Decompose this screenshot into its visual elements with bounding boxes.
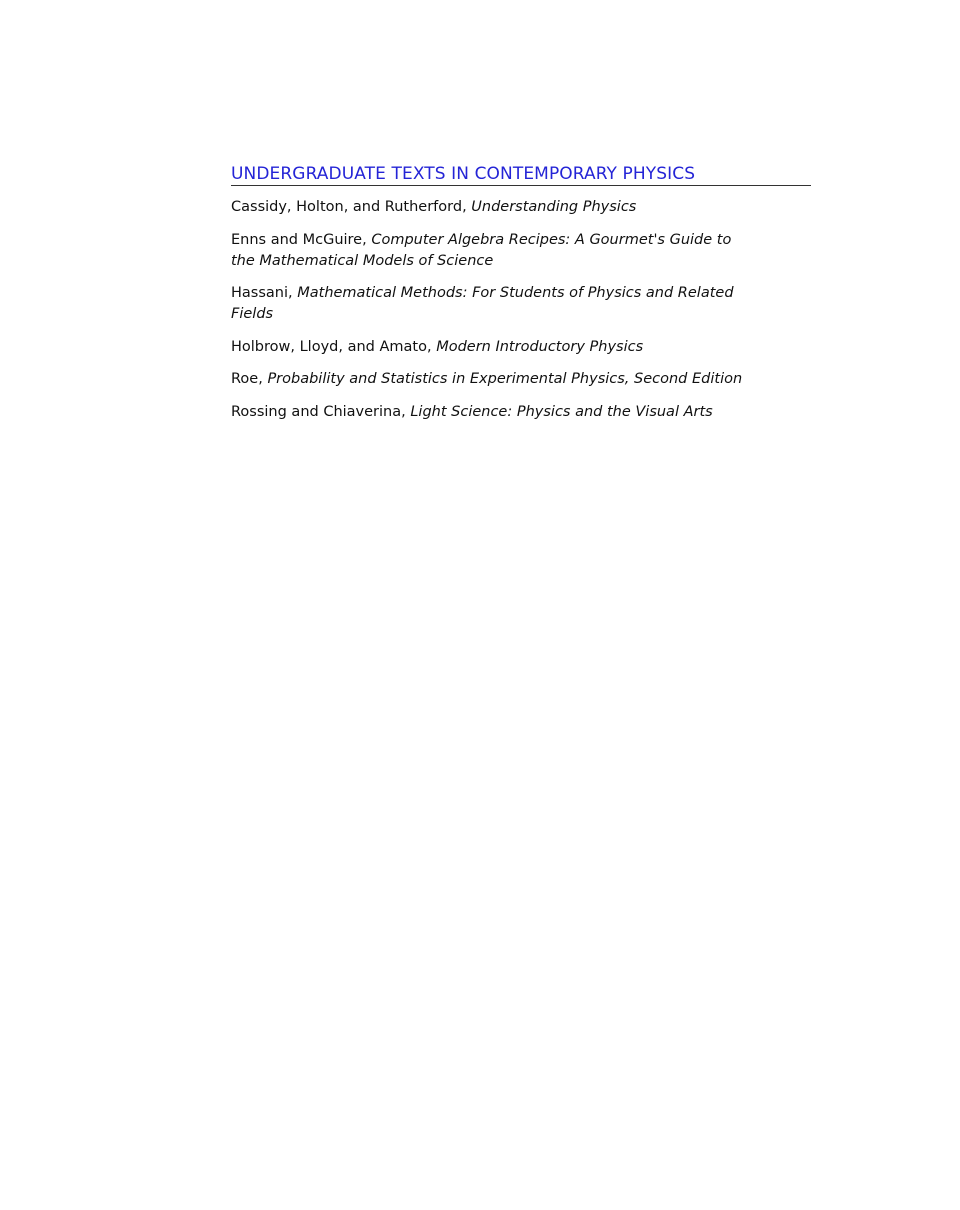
book-entry: [231, 369, 751, 390]
book-entry: [231, 337, 751, 358]
book-title: Mathematical Methods: For Students of Physics and Related Fields: [231, 285, 734, 322]
book-authors: Roe,: [231, 371, 268, 387]
book-title: Probability and Statistics in Experimental Physics, Second Edition: [267, 371, 743, 387]
book-title: Understanding Physics: [471, 199, 637, 215]
book-authors: Cassidy, Holton, and Rutherford,: [231, 199, 472, 215]
series-heading: UNDERGRADUATE TEXTS IN CONTEMPORARY PHYSICS: [231, 163, 811, 186]
series-list-section: [231, 163, 811, 434]
book-title: Computer Algebra Recipes: A Gourmet's Guide to the Mathematical Models of Science: [231, 231, 732, 269]
book-entry: [231, 230, 751, 272]
book-entry: [231, 402, 751, 423]
book-authors: Holbrow, Lloyd, and Amato,: [231, 338, 437, 355]
book-authors: Rossing and Chiaverina,: [231, 403, 411, 420]
book-title: Light Science: Physics and the Visual Arts: [410, 403, 713, 420]
book-list: [231, 197, 811, 423]
book-entry: [231, 197, 751, 218]
book-entry: [231, 283, 751, 325]
book-title: Modern Introductory Physics: [436, 338, 644, 355]
book-authors: Enns and McGuire,: [231, 231, 372, 248]
book-authors: Hassani,: [231, 285, 298, 301]
